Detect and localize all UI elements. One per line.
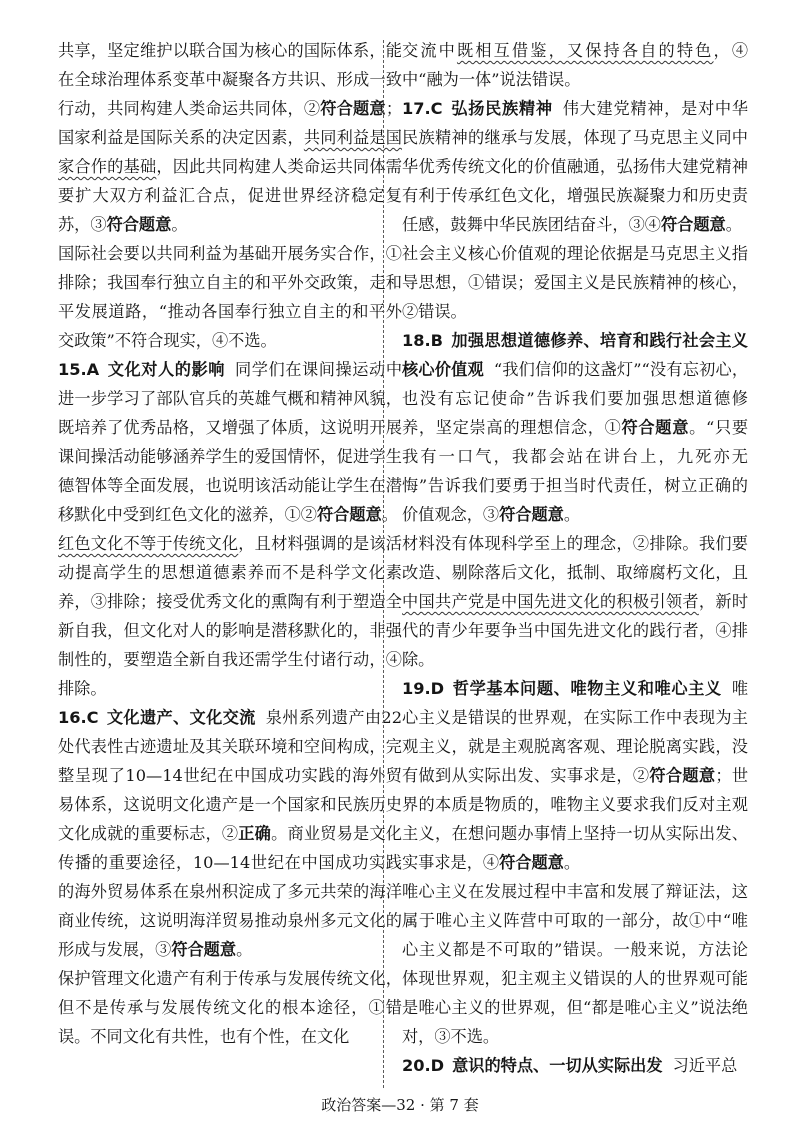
text-run: ，且材料强调的是该活动提高学生的思想道德素养而不是科学文化素养，③排除；接受优秀文化的熏陶有利于塑造全新自我，但文化对人的影响是潜移默化的，非强制性的，要塑造全新自我还需学生付诸行动，④排除。 — [58, 534, 402, 698]
question-number: 19.D — [402, 679, 445, 698]
emphasis: 符合题意 — [649, 766, 716, 785]
text-run: 伟大建党精神，是对中华民族精神的继承与发展，体现了马克思主义同中华优秀传统文化的价值融通，弘扬伟大建党精神有利于传承红色文化，增强民族凝聚力和历史责任感，鼓舞中华民族团结奋斗，③④ — [402, 99, 749, 234]
q16-analysis: 保护管理文化遗产有利于传承与发展传统文化，但不是传承与发展传统文化的根本途径，①错误。不同文化有共性，也有个性，在文化 — [58, 969, 402, 1046]
text-run: 习近平总 — [672, 1056, 738, 1075]
text-run: 。 — [563, 853, 581, 872]
text-run: 唯心主义是错误的世界观，在实际工作中表现为主观主义，就是主观脱离客观、理论脱离实践，没有做到从实际出发、实事求是，② — [402, 679, 748, 785]
emphasis: 正确 — [238, 824, 272, 843]
q15-analysis — [58, 529, 402, 703]
text-run: ，因此共同构建人类命运共同体需要扩大双方利益汇合点，促进世界经济稳定复苏，③ — [58, 157, 402, 234]
question-19 — [402, 674, 748, 877]
question-18 — [402, 326, 748, 529]
text-run: 。 — [381, 505, 398, 524]
wavy-underline-text: 共同利益是国家合作的基础 — [58, 128, 402, 176]
question-number: 15.A — [58, 360, 100, 379]
question-20 — [402, 1051, 748, 1080]
question-number: 18.B — [402, 331, 444, 350]
wavy-underline-text: 既相互借鉴，又保持各自的特色 — [456, 41, 714, 60]
left-column — [58, 36, 402, 1051]
emphasis: 符合题意 — [106, 215, 172, 234]
column-divider — [383, 40, 384, 1088]
text-run: 。商业贸易是文化传播的重要途径，10—14世纪在中国成功实践的海外贸易体系在泉州积淀成了多元共荣的海洋商业传统，这说明海洋贸易推动泉州多元文化的形成与发展，③ — [58, 824, 402, 959]
right-column — [402, 36, 748, 1080]
q16-continuation — [402, 36, 748, 94]
emphasis: 符合题意 — [499, 505, 564, 524]
text-run: 。“只要我有一口气，我都会站在讲台上，九死亦无悔”告诉我们要勇于担当时代责任，树立正确的价值观念，③ — [402, 418, 749, 524]
text-run: ；国家利益是国际关系的决定因素， — [58, 99, 402, 147]
page-footer: 政治答案—32 · 第 7 套 — [321, 1096, 479, 1114]
q18-analysis — [402, 529, 748, 674]
wavy-underline-text: 红色文化不等于传统文化 — [58, 534, 239, 553]
text-run: 共享，坚定维护以联合国为核心的国际体系，能在全球治理体系变革中凝聚各方共识、形成一致行动，共同构建人类命运共同体，② — [58, 41, 402, 118]
q19-analysis: 唯心主义在发展过程中丰富和发展了辩证法，这属于唯心主义阵营中可取的一部分，故①中“唯心主义都是不可取的”错误。一般来说，方法论体现世界观，犯主观主义错误的人的世界观可能是唯心主义的世界观，但“都是唯心主义”说法绝对，③不选。 — [402, 882, 748, 1046]
wavy-underline-text: 中国共产党是中国先进文化的积极引领者 — [402, 592, 699, 611]
emphasis: 符合题意 — [499, 853, 564, 872]
question-number: 17.C — [402, 99, 443, 118]
emphasis: 符合题意 — [171, 940, 237, 959]
text-run: ，④中“融为一体”说法错误。 — [402, 41, 749, 89]
question-topic: 文化遗产、文化交流 — [106, 708, 256, 727]
text-run: 同学们在课间操运动中进一步学习了部队官兵的英雄气概和精神风貌，既培养了优秀品格，又增强了体质，这说明开展课间操活动能够涵养学生的爱国情怀，促进学生德智体等全面发展，也说明该活动能让学生在潜移默化中受到红色文化的滋养，①② — [58, 360, 403, 524]
text-run: ；世界的本质是物质的，唯物主义要求我们反对主观主义，在想问题办事情上坚持一切从实际出发、实事求是，④ — [402, 766, 749, 872]
text-run: 材料没有体现科学至上的理念，②排除。我们要改造、剔除落后文化，抵制、取缔腐朽文化，且 — [402, 534, 748, 582]
emphasis: 符合题意 — [661, 215, 726, 234]
text-run: ，新时代的青少年要争当中国先进文化的践行者，④排除。 — [402, 592, 749, 669]
question-topic: 意识的特点、一切从实际出发 — [452, 1056, 663, 1075]
question-topic: 文化对人的影响 — [107, 360, 226, 379]
q17-analysis: 社会主义核心价值观的理论依据是马克思主义指导思想，①错误；爱国主义是民族精神的核心，②错误。 — [402, 244, 748, 321]
text-run: 。 — [171, 215, 188, 234]
text-run: 交流中 — [402, 41, 457, 60]
question-15 — [58, 355, 402, 529]
q14-continuation — [58, 36, 402, 239]
text-run: 。 — [236, 940, 253, 959]
emphasis: 符合题意 — [317, 505, 382, 524]
emphasis: 符合题意 — [320, 99, 386, 118]
text-run: 泉州系列遗产由22处代表性古迹遗址及其关联环境和空间构成，完整呈现了10—14世纪在中国成功实践的海外贸易体系，这说明文化遗产是一个国家和民族历史文化成就的重要标志，② — [58, 708, 402, 843]
question-number: 16.C — [58, 708, 99, 727]
question-number: 20.D — [402, 1056, 445, 1075]
question-16 — [58, 703, 402, 964]
text-run: 。 — [725, 215, 742, 234]
question-topic: 加强思想道德修养、培育和践行社会主义核心价值观 — [402, 331, 748, 379]
question-topic: 哲学基本问题、唯物主义和唯心主义 — [452, 679, 722, 698]
text-run: “我们信仰的这盏灯”“没有忘初心，也没有忘记使命”告诉我们要加强思想道德修养，坚定崇高的理想信念，① — [402, 360, 749, 437]
question-topic: 弘扬民族精神 — [450, 99, 553, 118]
text-run: 。 — [563, 505, 581, 524]
question-17 — [402, 94, 748, 239]
q14-analysis: 国际社会要以共同利益为基础开展务实合作，①排除；我国奉行独立自主的和平外交政策，走和平发展道路，“推动各国奉行独立自主的和平外交政策”不符合现实，④不选。 — [58, 244, 402, 350]
emphasis: 符合题意 — [621, 418, 690, 437]
